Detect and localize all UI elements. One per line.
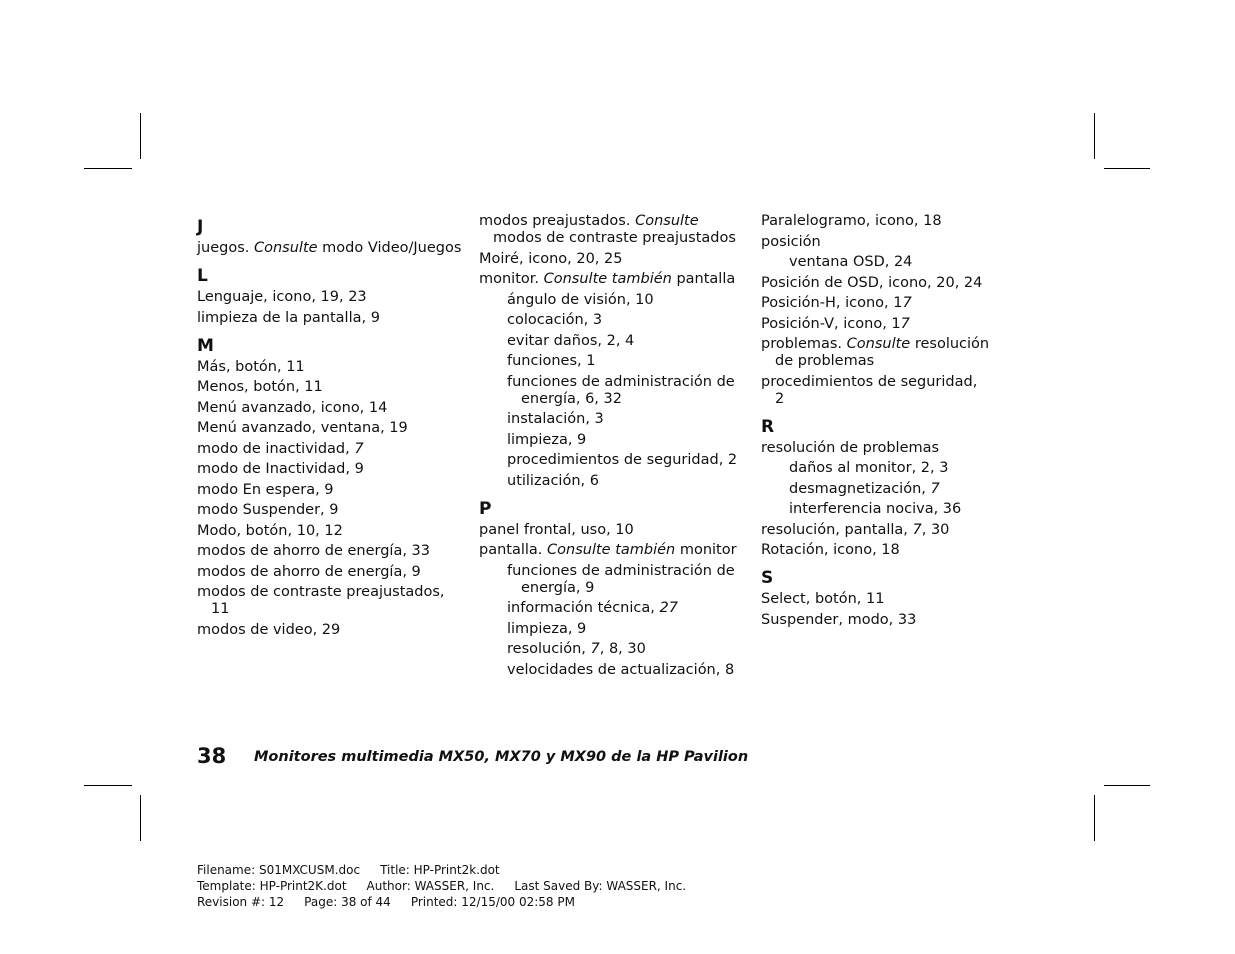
index-entry-term (197, 420, 467, 437)
text-run: Lenguaje, icono, 19, 23 (197, 289, 367, 305)
index-subentries (761, 460, 991, 518)
index-subentries (479, 563, 739, 679)
index-column-2 (479, 213, 739, 682)
text-run: resolución de problemas (775, 336, 990, 369)
italic-text: Consulte (254, 240, 318, 256)
index-subentry (479, 353, 739, 370)
index-entry-term (197, 482, 467, 499)
text-run: modo Suspender, 9 (197, 502, 339, 518)
index-entry-term (761, 213, 991, 230)
index-subentry (479, 312, 739, 329)
italic-text: 7 (930, 480, 940, 497)
text-run: limpieza, 9 (507, 620, 587, 637)
text-run: monitor (675, 542, 737, 558)
index-letter-heading: P (479, 498, 492, 519)
italic-text: 7 (590, 641, 600, 657)
crop-mark (84, 785, 132, 786)
index-subentry (479, 411, 739, 428)
index-entry-term (197, 379, 467, 396)
index-letter-heading: J (197, 217, 204, 237)
italic-text: Consulte (846, 336, 911, 352)
index-entry-term (761, 591, 991, 608)
index-entry (197, 240, 467, 257)
crop-mark (140, 795, 141, 841)
index-entry (197, 564, 467, 581)
text-run: daños al monitor, 2, 3 (789, 460, 949, 476)
index-entry (197, 502, 467, 519)
text-run: funciones, 1 (507, 353, 596, 369)
template: Template: HP-Print2K.dot (197, 879, 347, 893)
index-subentries (761, 254, 991, 271)
index-entry-term (197, 289, 467, 306)
text-run: Posición de OSD, icono, 20, 24 (761, 274, 983, 291)
crop-mark (84, 168, 132, 169)
text-run: modo En espera, 9 (197, 481, 334, 498)
index-subentry (761, 254, 991, 271)
index-entry-term (761, 440, 991, 457)
index-entry (197, 400, 467, 417)
italic-text: Consulte también (547, 542, 676, 558)
filename: Filename: S01MXCUSM.doc (197, 863, 361, 877)
index-letter-heading: M (197, 335, 214, 356)
printed-date: Printed: 12/15/00 02:58 PM (410, 895, 575, 909)
index-entry (761, 213, 991, 230)
index-entry (197, 461, 467, 478)
text-run: juegos. (197, 240, 254, 256)
text-run: Modo, botón, 10, 12 (197, 522, 343, 539)
index-entry-term (761, 275, 991, 292)
index-entry (197, 523, 467, 540)
file-info-line (197, 878, 706, 894)
text-run: pantalla (671, 271, 736, 287)
index-entry (197, 289, 467, 306)
text-run: panel frontal, uso, 10 (479, 521, 634, 538)
index-letter-heading: L (197, 266, 208, 286)
text-run: Select, botón, 11 (761, 591, 885, 607)
index-subentry (761, 501, 991, 518)
crop-mark (1104, 785, 1150, 786)
index-subentry (479, 473, 739, 490)
index-entry-term (761, 374, 991, 408)
index-column-1 (197, 213, 467, 642)
text-run: Paralelogramo, icono, 18 (761, 213, 942, 229)
index-entry (197, 441, 467, 458)
crop-mark (1094, 795, 1095, 841)
index-entry-term (197, 310, 467, 327)
index-subentry (479, 452, 739, 469)
doc-title: Title: HP-Print2k.dot (380, 863, 500, 877)
index-entry (197, 379, 467, 396)
italic-text: Consulte también (543, 271, 672, 287)
text-run: modo de Inactividad, 9 (197, 461, 364, 477)
index-entry-term (761, 542, 991, 559)
index-entry (761, 542, 991, 559)
text-run: modos preajustados. (479, 213, 636, 229)
index-subentry (479, 563, 739, 597)
text-run: modo de inactividad, (197, 440, 355, 457)
index-entry-term (197, 523, 467, 540)
index-entry-term (197, 240, 467, 257)
index-entry (761, 612, 991, 629)
index-entry-term (761, 522, 991, 539)
index-entry (479, 522, 739, 539)
italic-text: 7 (912, 521, 922, 538)
index-entry (197, 359, 467, 376)
index-entry-term (197, 502, 467, 519)
index-entry (479, 542, 739, 679)
text-run: desmagnetización, (789, 480, 931, 497)
text-run: Rotación, icono, 18 (761, 542, 900, 558)
index-entry (479, 271, 739, 490)
index-entry (761, 591, 991, 608)
text-run: modos de video, 29 (197, 621, 341, 638)
text-run: modos de ahorro de energía, 33 (197, 543, 431, 559)
index-subentry (761, 481, 991, 498)
text-run: resolución, (507, 641, 591, 657)
index-subentry (479, 333, 739, 350)
text-run: resolución, pantalla, (761, 521, 913, 538)
index-entry-term (761, 316, 991, 333)
text-run: limpieza de la pantalla, 9 (197, 309, 380, 326)
index-subentry (479, 621, 739, 638)
text-run: procedimientos de seguridad, 2 (507, 452, 738, 468)
italic-text: Consulte (635, 213, 699, 229)
text-run: limpieza, 9 (507, 431, 587, 448)
text-run: información técnica, (507, 600, 660, 616)
text-run: Moiré, icono, 20, 25 (479, 250, 623, 267)
index-entry (197, 310, 467, 327)
index-subentry (479, 292, 739, 309)
index-entry-term (197, 543, 467, 560)
text-run: Posición-V, icono, 1 (761, 315, 901, 332)
index-entry-term (197, 584, 467, 618)
index-entry-term (197, 461, 467, 478)
file-info-line (197, 862, 706, 878)
text-run: evitar daños, 2, 4 (507, 332, 635, 349)
index-entry (761, 316, 991, 333)
text-run: modos de contraste preajustados (493, 230, 736, 246)
index-letter-heading: R (761, 416, 775, 437)
index-entry (197, 420, 467, 437)
italic-text: 7 (900, 315, 910, 332)
text-run: monitor. (479, 271, 544, 287)
index-subentry (761, 460, 991, 477)
text-run: modos de contraste preajustados, 11 (197, 584, 445, 617)
file-info-line (197, 894, 706, 910)
index-subentries (479, 292, 739, 490)
index-entry-term (761, 295, 991, 312)
text-run: Suspender, modo, 33 (761, 611, 917, 628)
text-run: ángulo de visión, 10 (507, 291, 654, 308)
index-entry-term (761, 336, 991, 370)
file-info (197, 862, 706, 910)
index-entry-term (197, 359, 467, 376)
text-run: resolución de problemas (761, 439, 940, 456)
text-run: Posición-H, icono, 1 (761, 295, 903, 311)
index-subentry (479, 662, 739, 679)
text-run: modos de ahorro de energía, 9 (197, 563, 421, 580)
index-entry-term (479, 522, 739, 539)
crop-mark (1094, 113, 1095, 159)
index-subentry (479, 641, 739, 658)
text-run: Más, botón, 11 (197, 358, 305, 375)
text-run: instalación, 3 (507, 411, 604, 427)
index-column-3 (761, 213, 991, 632)
page-count: Page: 38 of 44 (304, 895, 391, 909)
index-subentry (479, 432, 739, 449)
index-entry (761, 336, 991, 370)
index-entry (197, 622, 467, 639)
index-entry-term (197, 564, 467, 581)
index-entry (761, 440, 991, 519)
index-entry (197, 543, 467, 560)
italic-text: 7 (354, 440, 364, 457)
index-subentry (479, 600, 739, 617)
italic-text: 7 (902, 295, 912, 311)
index-entry (761, 234, 991, 272)
last-saved: Last Saved By: WASSER, Inc. (514, 879, 687, 893)
index-entry-term (197, 400, 467, 417)
index-entry (197, 584, 467, 618)
text-run: problemas. (761, 336, 847, 352)
index-letter-heading: S (761, 568, 774, 588)
text-run: ventana OSD, 24 (789, 254, 913, 270)
text-run: utilización, 6 (507, 472, 599, 489)
index-entry-term (479, 213, 739, 247)
text-run: Menos, botón, 11 (197, 379, 323, 395)
page-number: 38 (197, 744, 227, 768)
text-run: velocidades de actualización, 8 (507, 661, 735, 678)
text-run: colocación, 3 (507, 312, 603, 328)
index-entry-term (761, 612, 991, 629)
text-run: pantalla. (479, 542, 548, 558)
revision: Revision #: 12 (197, 895, 285, 909)
index-entry (197, 482, 467, 499)
index-entry-term (197, 441, 467, 458)
author: Author: WASSER, Inc. (366, 879, 495, 893)
text-run: , 8, 30 (599, 641, 646, 657)
text-run: funciones de administración de energía, 9 (507, 562, 735, 596)
index-subentry (479, 374, 739, 408)
running-footer-title: Monitores multimedia MX50, MX70 y MX90 de la HP Pavilion (254, 749, 749, 765)
italic-text: 27 (659, 600, 678, 616)
index-entry (479, 251, 739, 268)
index-entry (479, 213, 739, 247)
index-entry (761, 522, 991, 539)
text-run: interferencia nociva, 36 (789, 501, 962, 517)
index-entry-term (479, 251, 739, 268)
index-entry-term (479, 542, 739, 559)
index-entry (761, 374, 991, 408)
index-entry-term (761, 234, 991, 251)
text-run: , 30 (921, 521, 950, 538)
text-run: posición (761, 233, 821, 250)
crop-mark (1104, 168, 1150, 169)
index-entry (761, 275, 991, 292)
text-run: funciones de administración de energía, 6, 32 (507, 373, 735, 407)
index-entry-term (479, 271, 739, 288)
text-run: modo Video/Juegos (317, 240, 462, 256)
text-run: procedimientos de seguridad, 2 (761, 373, 978, 407)
crop-mark (140, 113, 141, 159)
index-entry (761, 295, 991, 312)
text-run: Menú avanzado, icono, 14 (197, 399, 388, 416)
text-run: Menú avanzado, ventana, 19 (197, 420, 408, 436)
index-entry-term (197, 622, 467, 639)
